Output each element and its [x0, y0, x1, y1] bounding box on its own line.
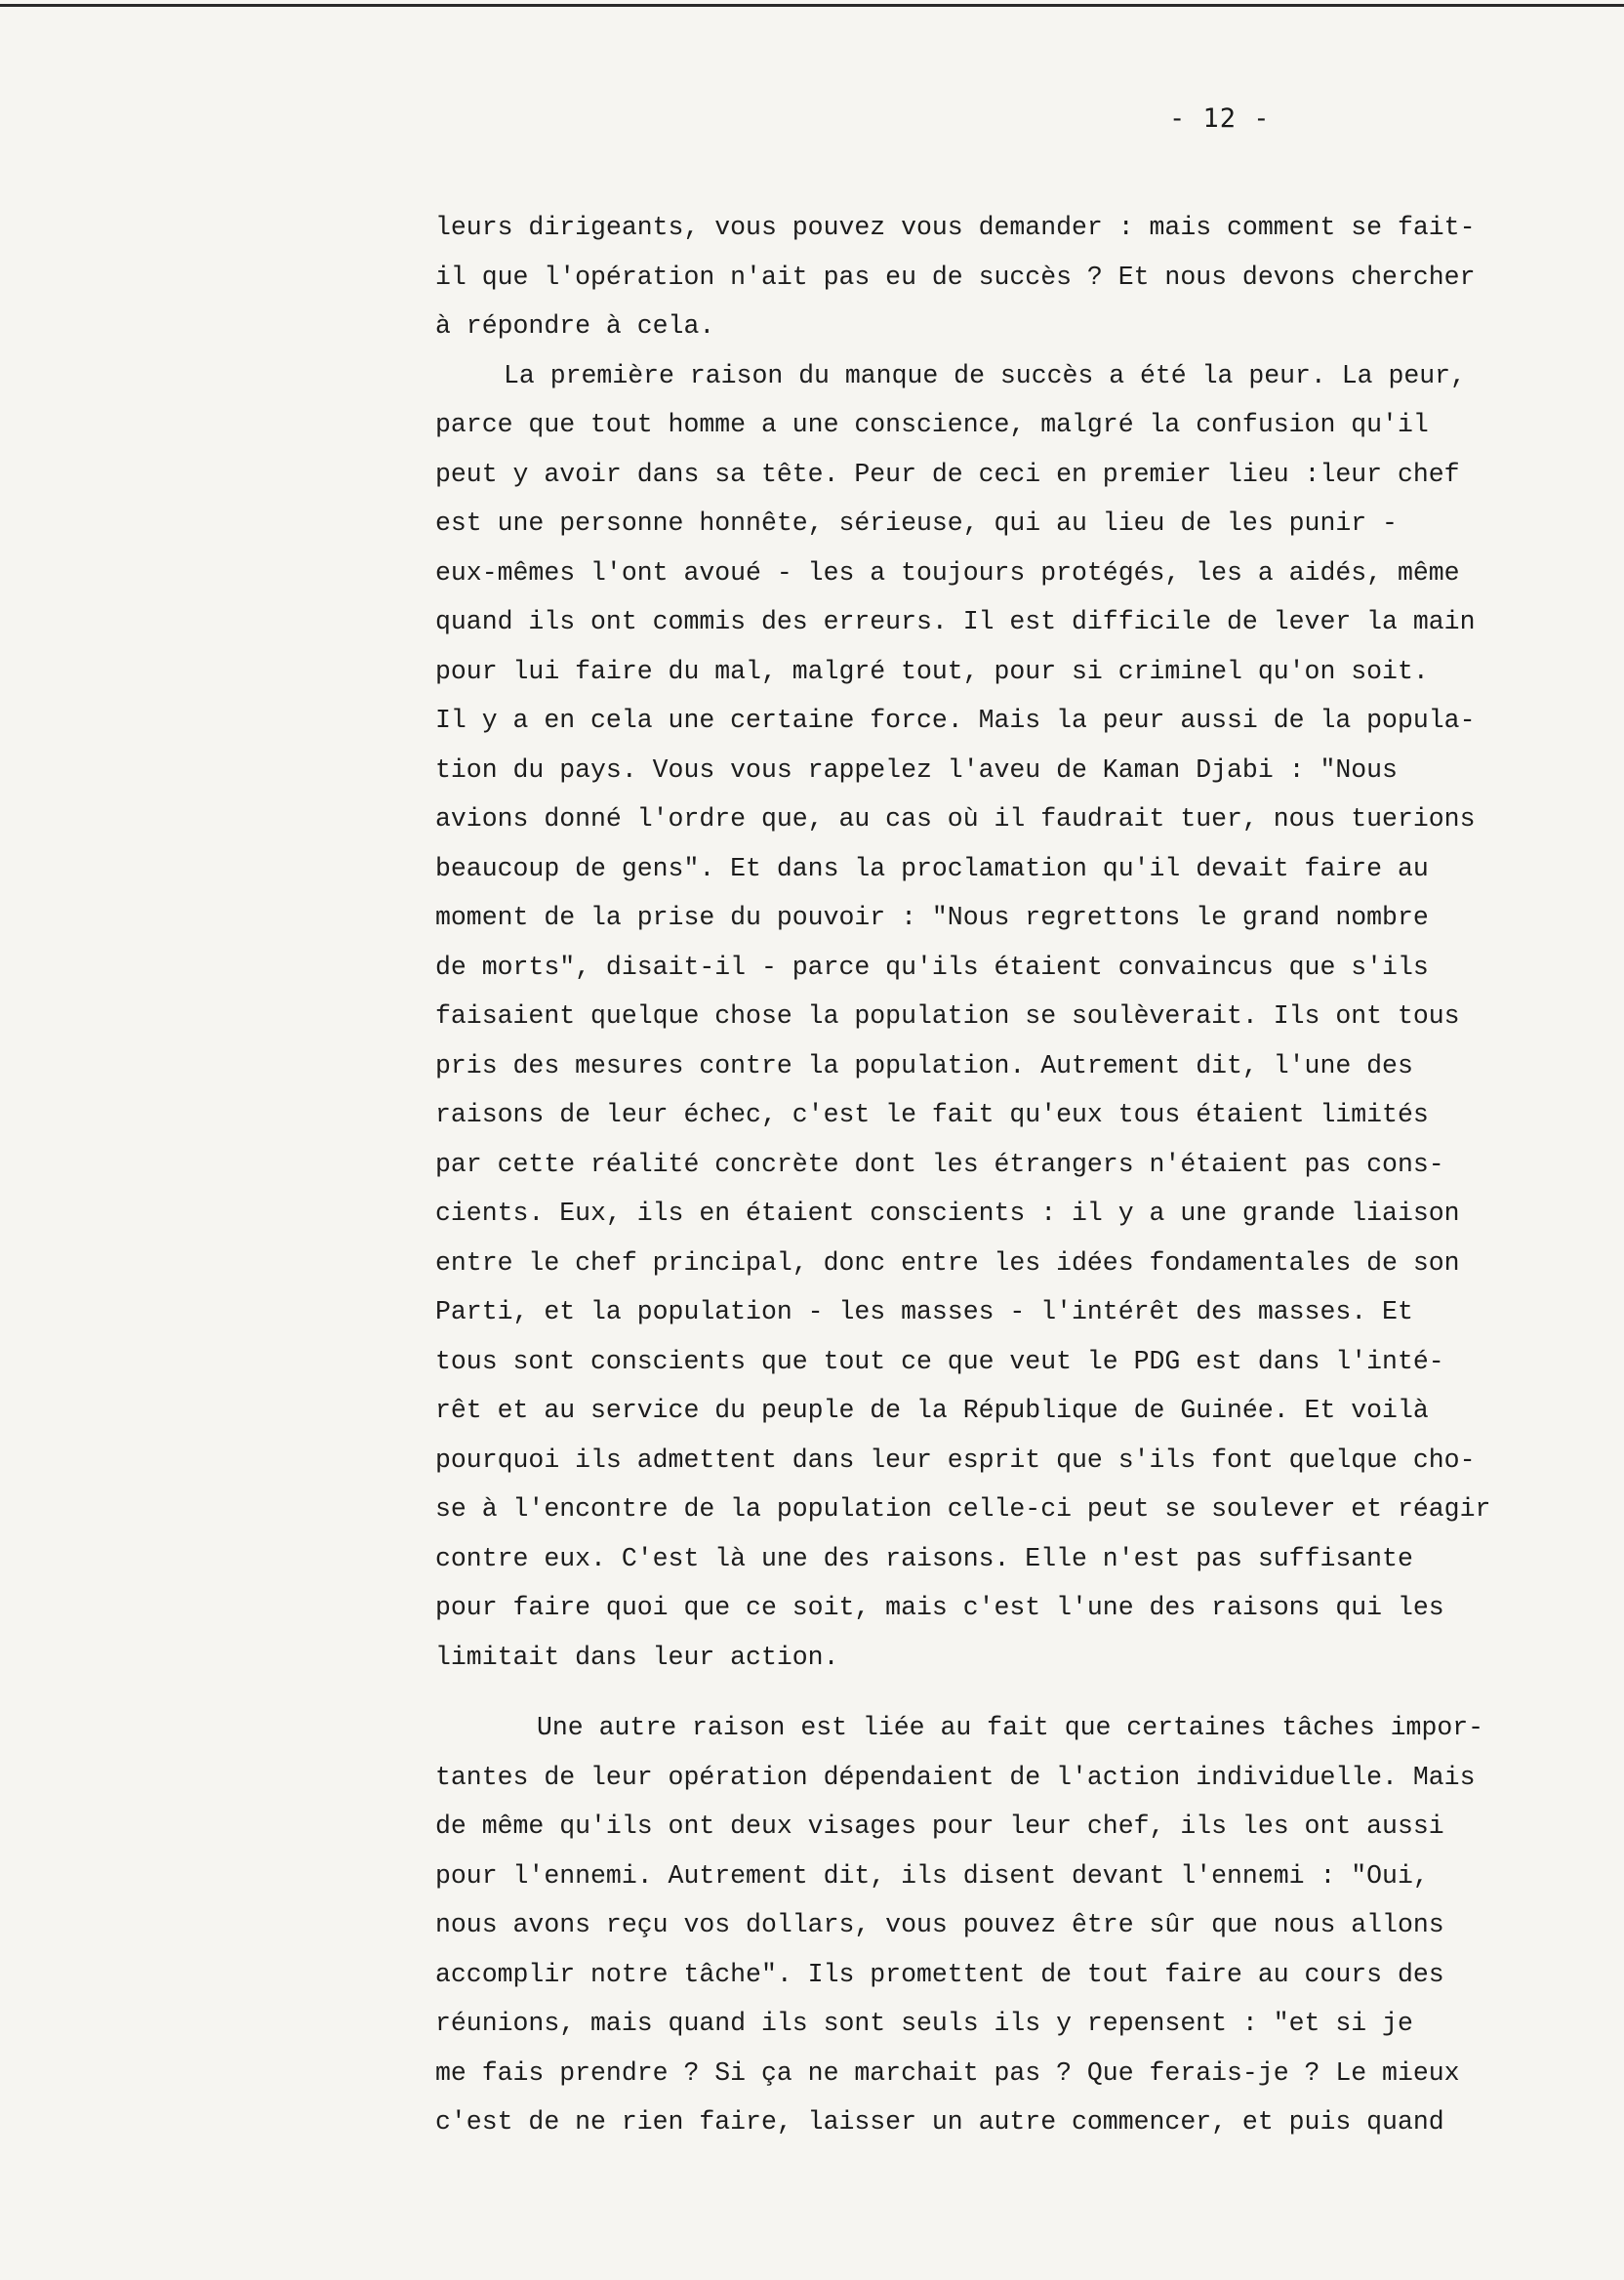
text-line: peut y avoir dans sa tête. Peur de ceci en premier lieu :leur chef	[435, 459, 1460, 489]
body-text	[435, 203, 1587, 2147]
text-line: entre le chef principal, donc entre les idées fondamentales de son	[435, 1247, 1460, 1278]
text-line: beaucoup de gens". Et dans la proclamation qu'il devait faire au	[435, 853, 1429, 883]
text-line: Parti, et la population - les masses - l'intérêt des masses. Et	[435, 1297, 1413, 1326]
text-line: Il y a en cela une certaine force. Mais la peur aussi de la popula-	[435, 706, 1476, 735]
text-line: eux-mêmes l'ont avoué - les a toujours protégés, les a aidés, même	[435, 557, 1460, 588]
text-line: La première raison du manque de succès a été la peur. La peur,	[504, 360, 1466, 390]
text-line: limitait dans leur action.	[435, 1642, 839, 1672]
text-line: c'est de ne rien faire, laisser un autre commencer, et puis quand	[435, 2107, 1444, 2137]
text-line: tion du pays. Vous vous rappelez l'aveu de Kaman Djabi : "Nous	[435, 754, 1398, 785]
paragraph	[435, 400, 1587, 1682]
paragraph	[435, 351, 1587, 401]
text-line: me fais prendre ? Si ça ne marchait pas ? Que ferais-je ? Le mieux	[435, 2057, 1460, 2088]
text-line: est une personne honnête, sérieuse, qui au lieu de les punir -	[435, 509, 1398, 538]
text-line: rêt et au service du peuple de la République de Guinée. Et voilà	[435, 1396, 1429, 1425]
text-line: de même qu'ils ont deux visages pour leur chef, ils les ont aussi	[435, 1812, 1444, 1841]
text-line: tantes de leur opération dépendaient de l'action individuelle. Mais	[435, 1762, 1476, 1792]
text-line: pour lui faire du mal, malgré tout, pour si criminel qu'on soit.	[435, 656, 1429, 686]
text-line: pour faire quoi que ce soit, mais c'est l'une des raisons qui les	[435, 1593, 1444, 1622]
paragraph-gap	[435, 1682, 1587, 1703]
paragraph	[435, 203, 1587, 351]
paragraph	[435, 1753, 1587, 2147]
text-line: moment de la prise du pouvoir : "Nous regrettons le grand nombre	[435, 903, 1429, 932]
paragraph	[435, 1703, 1587, 1753]
text-line: de morts", disait-il - parce qu'ils étaient convaincus que s'ils	[435, 952, 1429, 982]
text-line: Une autre raison est liée au fait que certaines tâches impor-	[537, 1713, 1484, 1742]
text-line: tous sont conscients que tout ce que veut le PDG est dans l'inté-	[435, 1346, 1444, 1376]
text-line: nous avons reçu vos dollars, vous pouvez être sûr que nous allons	[435, 1910, 1444, 1939]
text-line: parce que tout homme a une conscience, malgré la confusion qu'il	[435, 410, 1429, 439]
text-line: se à l'encontre de la population celle-ci peut se soulever et réagir	[435, 1494, 1491, 1524]
text-line: il que l'opération n'ait pas eu de succès ? Et nous devons chercher	[435, 262, 1476, 292]
text-line: avions donné l'ordre que, au cas où il faudrait tuer, nous tuerions	[435, 804, 1476, 834]
text-line: contre eux. C'est là une des raisons. Elle n'est pas suffisante	[435, 1543, 1413, 1573]
text-line: quand ils ont commis des erreurs. Il est difficile de lever la main	[435, 607, 1476, 636]
text-line: raisons de leur échec, c'est le fait qu'eux tous étaient limités	[435, 1100, 1429, 1129]
text-line: cients. Eux, ils en étaient conscients : il y a une grande liaison	[435, 1199, 1460, 1228]
text-line: leurs dirigeants, vous pouvez vous demander : mais comment se fait-	[435, 213, 1476, 242]
text-line: accomplir notre tâche". Ils promettent de tout faire au cours des	[435, 1959, 1444, 1989]
top-rule	[0, 4, 1624, 7]
text-line: pris des mesures contre la population. Autrement dit, l'une des	[435, 1050, 1413, 1080]
text-line: réunions, mais quand ils sont seuls ils y repensent : "et si je	[435, 2009, 1413, 2038]
text-line: faisaient quelque chose la population se soulèverait. Ils ont tous	[435, 1001, 1460, 1031]
text-line: par cette réalité concrète dont les étrangers n'étaient pas cons-	[435, 1149, 1444, 1179]
text-line: à répondre à cela.	[435, 311, 715, 341]
page-number: - 12 -	[1169, 103, 1271, 134]
text-line: pourquoi ils admettent dans leur esprit que s'ils font quelque cho-	[435, 1445, 1476, 1475]
text-line: pour l'ennemi. Autrement dit, ils disent devant l'ennemi : "Oui,	[435, 1860, 1429, 1891]
